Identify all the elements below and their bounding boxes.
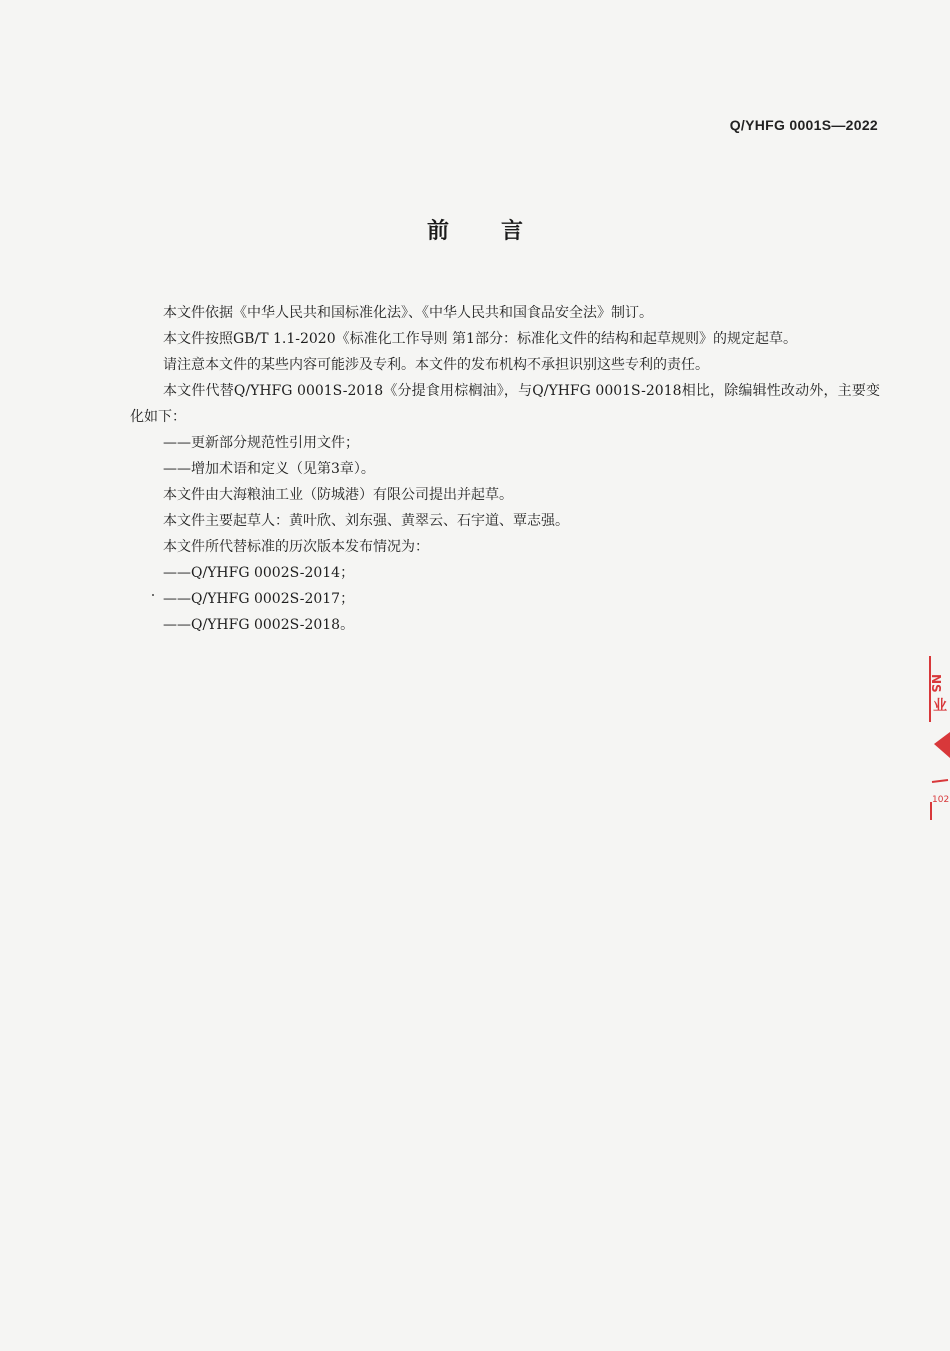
stamp-text-bottom: 102 (932, 795, 950, 805)
paragraph-patent-notice: 请注意本文件的某些内容可能涉及专利。本文件的发布机构不承担识别这些专利的责任。 (163, 357, 709, 373)
change-item: ——增加术语和定义（见第3章）。 (163, 461, 375, 477)
paragraph-drafters: 本文件主要起草人：黄叶欣、刘东强、黄翠云、石宇道、覃志强。 (163, 513, 569, 529)
document-number: Q/YHFG 0001S—2022 (729, 117, 878, 133)
foreword-body (130, 300, 880, 638)
paragraph-proposer: 本文件由大海粮油工业（防城港）有限公司提出并起草。 (163, 487, 513, 503)
paragraph-replacement: 本文件代替Q/YHFG 0001S-2018《分提食用棕榈油》，与Q/YHFG 0001S-2018相比，除编辑性改动外，主要变化如下： (130, 383, 880, 425)
paragraph-drafting-rules: 本文件按照GB/T 1.1-2020《标准化工作导则 第1部分：标准化文件的结构和起草规则》的规定起草。 (163, 331, 797, 347)
paragraph-legal-basis: 本文件依据《中华人民共和国标准化法》、《中华人民共和国食品安全法》制订。 (163, 305, 653, 321)
stamp-star-fragment (934, 732, 950, 758)
page-title: 前言 (426, 219, 575, 244)
paragraph-history-intro: 本文件所代替标准的历次版本发布情况为： (163, 539, 429, 555)
stamp-graphic (922, 652, 950, 822)
stamp-text-middle: 业 (933, 698, 947, 714)
change-item: ——更新部分规范性引用文件； (163, 435, 359, 451)
history-item: ——Q/YHFG 0002S-2017； (163, 591, 355, 607)
scan-speck (152, 594, 154, 596)
stamp-text-top: NS (929, 674, 943, 693)
history-item: ——Q/YHFG 0002S-2014； (163, 565, 355, 581)
red-seal-stamp-fragment (922, 652, 950, 822)
history-item: ——Q/YHFG 0002S-2018。 (163, 617, 355, 633)
